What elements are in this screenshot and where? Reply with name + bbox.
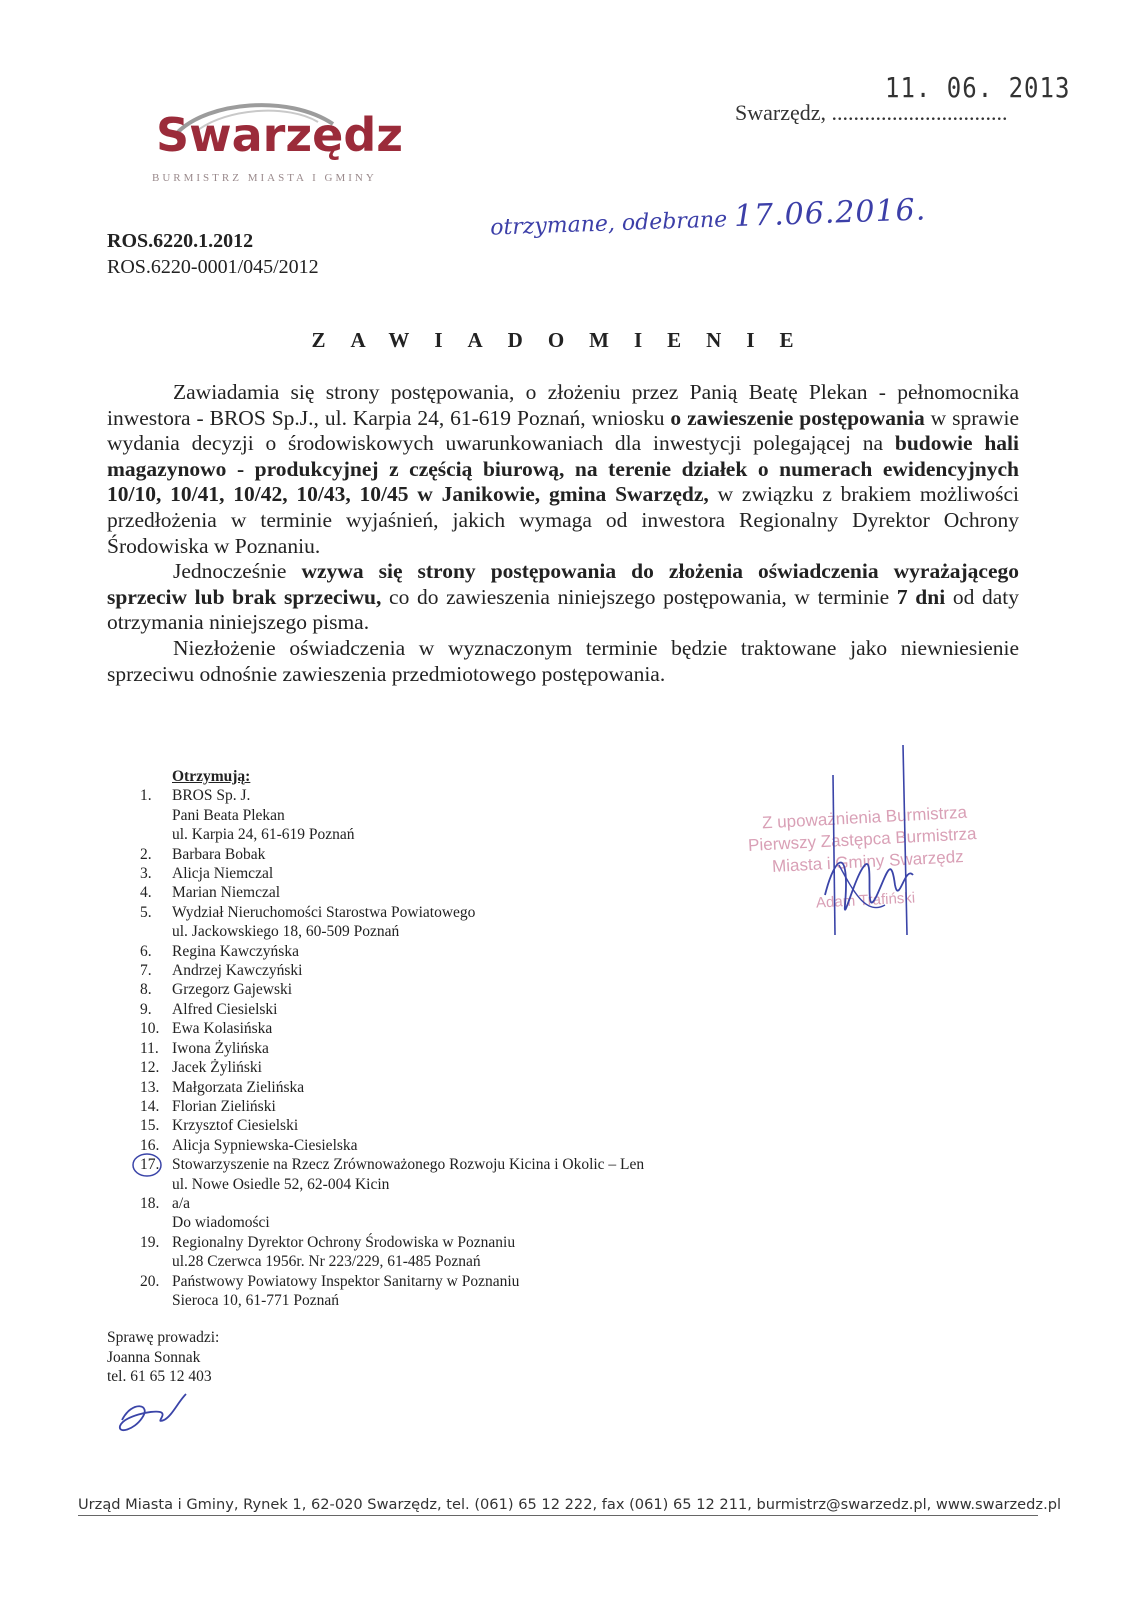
recipient-number: 14. bbox=[140, 1097, 160, 1115]
recipient-number: 6. bbox=[140, 942, 152, 960]
received-note-text: otrzymane, odebrane bbox=[489, 207, 728, 241]
recipient-item bbox=[140, 980, 760, 999]
handled-by-label: Sprawę prowadzi: bbox=[107, 1329, 220, 1346]
recipient-line: Małgorzata Zielińska bbox=[172, 1078, 305, 1096]
stamp-line: Pierwszy Zastępca Burmistrza bbox=[747, 824, 977, 855]
recipient-number: 20. bbox=[140, 1272, 160, 1290]
recipient-line: Do wiadomości bbox=[172, 1214, 270, 1232]
recipient-line: Ewa Kolasińska bbox=[172, 1020, 273, 1038]
municipality-logo bbox=[148, 94, 404, 194]
recipient-item bbox=[140, 864, 760, 883]
recipient-item bbox=[140, 845, 760, 864]
body-emphasis: wzywa się strony postępowania do złożenia oświadczenia wyrażającego sprzeciw lub brak sprzeciwu, bbox=[107, 559, 1020, 609]
recipient-item bbox=[140, 1097, 760, 1116]
recipient-line: Pani Beata Plekan bbox=[172, 806, 285, 824]
recipient-item bbox=[140, 1039, 760, 1058]
recipient-number: 5. bbox=[140, 903, 152, 921]
recipient-item bbox=[140, 1136, 760, 1155]
recipient-line: Sieroca 10, 61-771 Poznań bbox=[172, 1291, 340, 1309]
body-paragraph bbox=[107, 559, 1019, 636]
place-and-date: Swarzędz, ................................ bbox=[735, 100, 1008, 125]
recipient-item bbox=[140, 1116, 760, 1135]
body-text: Zawiadamia się strony postępowania, o złożeniu przez Panią Beatę Plekan - pełnomocnika inwestora - BROS Sp.J., ul. Karpia 24, 61-619 Poznań, wniosku bbox=[107, 380, 1019, 430]
logo-wordmark: Swarzędz bbox=[156, 108, 404, 162]
recipient-number: 10. bbox=[140, 1020, 160, 1038]
reference-number: ROS.6220.1.2012 bbox=[107, 230, 254, 252]
recipient-number: 15. bbox=[140, 1117, 160, 1135]
body-paragraph bbox=[107, 636, 1019, 687]
recipient-item bbox=[140, 786, 760, 844]
handled-by-phone: tel. 61 65 12 403 bbox=[107, 1368, 212, 1386]
recipients-list bbox=[140, 767, 760, 1310]
body-paragraph bbox=[107, 380, 1019, 559]
handled-by-name: Joanna Sonnak bbox=[107, 1348, 201, 1366]
recipient-item bbox=[140, 1272, 760, 1311]
recipient-number: 8. bbox=[140, 981, 152, 999]
recipient-item bbox=[140, 1058, 760, 1077]
recipient-item bbox=[140, 883, 760, 902]
signature-icon bbox=[795, 745, 955, 945]
body-text: Jednocześnie bbox=[173, 559, 302, 584]
recipient-line: a/a bbox=[172, 1194, 191, 1212]
recipient-line: Krzysztof Ciesielski bbox=[172, 1117, 299, 1135]
body-emphasis: o zawieszenie postępowania bbox=[670, 405, 925, 430]
footer-contact: Urząd Miasta i Gminy, Rynek 1, 62-020 Swarzędz, tel. (061) 65 12 222, fax (061) 65 12 211, burmistrz@swarzedz.pl, www.swarzedz.pl bbox=[78, 1496, 1038, 1516]
received-note-date: 17.06.2016. bbox=[733, 192, 927, 235]
recipient-item bbox=[140, 942, 760, 961]
body-text: od daty otrzymania niniejszego pisma. bbox=[107, 584, 1020, 635]
handwritten-received-note bbox=[490, 192, 927, 242]
stamp-line: Adam Trafiński bbox=[815, 889, 916, 912]
initials-signature-icon bbox=[112, 1390, 192, 1440]
recipient-line: ul.28 Czerwca 1956r. Nr 223/229, 61-485 Poznań bbox=[172, 1253, 481, 1271]
document-title: ZAWIADOMIENIE bbox=[311, 328, 819, 352]
recipient-item bbox=[140, 1078, 760, 1097]
recipient-line: Barbara Bobak bbox=[172, 845, 266, 863]
body-text: co do zawieszenia niniejszego postępowania, w terminie bbox=[381, 584, 897, 609]
recipient-line: ul. Jackowskiego 18, 60-509 Poznań bbox=[172, 923, 400, 941]
body-emphasis: budowie hali magazynowo - produkcyjnej z częścią biurową, na terenie działek o numerach ewidencyjnych 10/10, 10/41, 10/42, 10/43, 10/45 w Janikowie, gmina Swarzędz, bbox=[107, 431, 1019, 507]
body-text: Niezłożenie oświadczenia w wyznaczonym terminie będzie traktowane jako niewniesienie sprzeciwu odnośnie zawieszenia przedmiotowego postępowania. bbox=[107, 635, 1019, 686]
stamp-line: Z upoważnienia Burmistrza bbox=[761, 802, 968, 833]
recipient-number: 2. bbox=[140, 845, 152, 863]
recipient-number: 4. bbox=[140, 884, 152, 902]
recipient-number: 16. bbox=[140, 1136, 160, 1154]
body-text: w sprawie wydania decyzji o środowiskowych uwarunkowaniach dla inwestycji polegającej na bbox=[107, 405, 1019, 456]
recipient-line: Marian Niemczal bbox=[172, 884, 281, 902]
recipient-item bbox=[140, 1000, 760, 1019]
case-number: ROS.6220-0001/045/2012 bbox=[107, 256, 319, 278]
recipient-line: Grzegorz Gajewski bbox=[172, 981, 293, 999]
recipients-heading: Otrzymują: bbox=[172, 768, 251, 785]
stamp-line: Miasta i Gminy Swarzędz bbox=[771, 846, 965, 877]
recipient-line: Andrzej Kawczyński bbox=[172, 962, 303, 980]
recipient-line: Alfred Ciesielski bbox=[172, 1000, 278, 1018]
letter-body bbox=[107, 380, 1019, 687]
recipient-number: 3. bbox=[140, 865, 152, 883]
recipient-line: Wydział Nieruchomości Starostwa Powiatowego bbox=[172, 903, 476, 921]
recipient-line: Regionalny Dyrektor Ochrony Środowiska w Poznaniu bbox=[172, 1233, 516, 1251]
recipient-item bbox=[140, 1194, 760, 1233]
body-emphasis: 7 dni bbox=[896, 584, 946, 609]
recipient-number: 13. bbox=[140, 1078, 160, 1096]
recipient-line: Florian Zieliński bbox=[172, 1097, 276, 1115]
recipient-line: Iwona Żylińska bbox=[172, 1039, 269, 1057]
recipient-number: 1. bbox=[140, 787, 152, 805]
recipient-number: 12. bbox=[140, 1059, 160, 1077]
recipient-item bbox=[140, 1019, 760, 1038]
recipient-item bbox=[140, 1233, 760, 1272]
recipient-number: 19. bbox=[140, 1233, 160, 1251]
recipient-number: 11. bbox=[140, 1039, 159, 1057]
recipient-number: 9. bbox=[140, 1000, 152, 1018]
date-stamp: 11. 06. 2013 bbox=[885, 71, 1071, 105]
recipient-line: BROS Sp. J. bbox=[172, 787, 251, 805]
recipient-number: 7. bbox=[140, 962, 152, 980]
recipient-number: 18. bbox=[140, 1194, 160, 1212]
body-text: w związku z brakiem możliwości przedłożenia w terminie wyjaśnień, jakich wymaga od inwestora Regionalny Dyrektor Ochrony Środowiska w Poznaniu. bbox=[107, 482, 1019, 558]
recipient-item bbox=[140, 961, 760, 980]
logo-subtitle: BURMISTRZ MIASTA I GMINY bbox=[152, 172, 377, 184]
recipient-line: Alicja Niemczal bbox=[172, 865, 274, 883]
recipient-number: 17. bbox=[140, 1156, 160, 1174]
recipient-line: Alicja Sypniewska-Ciesielska bbox=[172, 1136, 358, 1154]
recipient-line: ul. Karpia 24, 61-619 Poznań bbox=[172, 826, 355, 844]
recipient-line: Państwowy Powiatowy Inspektor Sanitarny w Poznaniu bbox=[172, 1272, 520, 1290]
recipient-item bbox=[140, 903, 760, 942]
recipient-line: Stowarzyszenie na Rzecz Zrównoważonego Rozwoju Kicina i Okolic – Len bbox=[172, 1156, 645, 1174]
recipient-item bbox=[140, 1155, 760, 1194]
handwritten-circle-icon bbox=[130, 1150, 166, 1180]
recipient-line: Jacek Żyliński bbox=[172, 1059, 262, 1077]
recipient-line: Regina Kawczyńska bbox=[172, 942, 299, 960]
handled-by bbox=[107, 1328, 219, 1387]
recipient-line: ul. Nowe Osiedle 52, 62-004 Kicin bbox=[172, 1175, 390, 1193]
